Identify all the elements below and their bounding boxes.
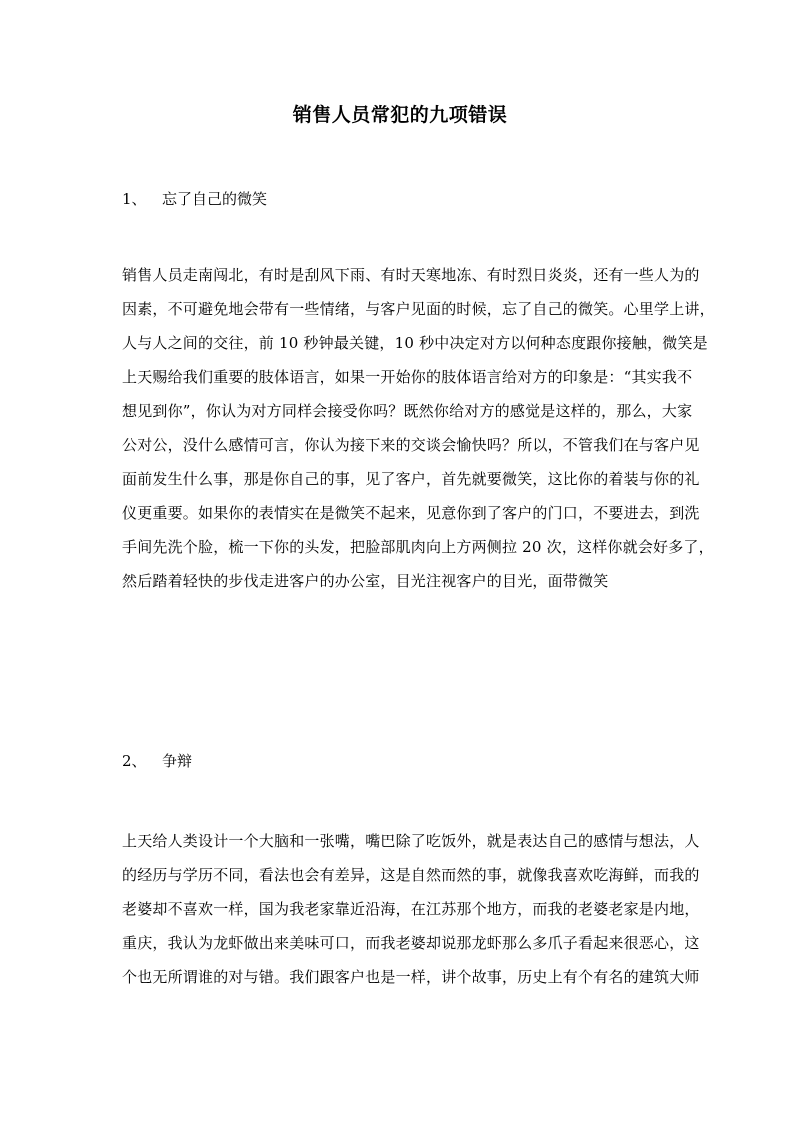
paragraph-line: 上天赐给我们重要的肢体语言，如果一开始你的肢体语言给对方的印象是：“其实我不 xyxy=(122,368,693,386)
section-number: 2、 xyxy=(122,752,147,770)
paragraph-line: 销售人员走南闯北，有时是刮风下雨、有时天寒地冻、有时烈日炎炎，还有一些人为的 xyxy=(122,266,700,284)
section-paragraph-2 xyxy=(122,824,742,994)
paragraph-line: 因素，不可避免地会带有一些情绪，与客户见面的时候，忘了自己的微笑。心里学上讲， xyxy=(122,300,715,318)
section-heading-2 xyxy=(122,750,192,771)
section-number: 1、 xyxy=(122,190,147,208)
paragraph-line: 手间先洗个脸，梳一下你的头发，把脸部肌肉向上方两侧拉 20 次，这样你就会好多了， xyxy=(122,538,714,556)
paragraph-line: 的经历与学历不同，看法也会有差异，这是自然而然的事，就像我喜欢吃海鲜，而我的 xyxy=(122,866,700,884)
paragraph-line: 人与人之间的交往，前 10 秒钟最关键，10 秒中决定对方以何种态度跟你接触，微笑是 xyxy=(122,334,708,352)
paragraph-line: 公对公，没什么感情可言，你认为接下来的交谈会愉快吗？所以，不管我们在与客户见 xyxy=(122,436,700,454)
section-paragraph-1 xyxy=(122,258,742,598)
paragraph-line: 面前发生什么事，那是你自己的事，见了客户，首先就要微笑，这比你的着装与你的礼 xyxy=(122,470,700,488)
paragraph-line: 上天给人类设计一个大脑和一张嘴，嘴巴除了吃饭外，就是表达自己的感情与想法，人 xyxy=(122,832,700,850)
paragraph-line: 然后踏着轻快的步伐走进客户的办公室，目光注视客户的目光，面带微笑 xyxy=(122,572,609,590)
document-title: 销售人员常犯的九项错误 xyxy=(292,104,508,126)
section-heading-1 xyxy=(122,188,267,209)
section-title: 忘了自己的微笑 xyxy=(162,190,268,208)
paragraph-line: 重庆，我认为龙虾做出来美味可口，而我老婆却说那龙虾那么多爪子看起来很恶心，这 xyxy=(122,934,700,952)
section-title: 争辩 xyxy=(162,752,193,770)
paragraph-line: 仪更重要。如果你的表情实在是微笑不起来，见意你到了客户的门口，不要进去，到洗 xyxy=(122,504,700,522)
paragraph-line: 老婆却不喜欢一样，国为我老家靠近沿海，在江苏那个地方，而我的老婆老家是内地， xyxy=(122,900,700,918)
paragraph-line: 想见到你”，你认为对方同样会接受你吗？既然你给对方的感觉是这样的，那么，大家 xyxy=(122,402,693,420)
paragraph-line: 个也无所谓谁的对与错。我们跟客户也是一样，讲个故事，历史上有个有名的建筑大师 xyxy=(122,968,700,986)
